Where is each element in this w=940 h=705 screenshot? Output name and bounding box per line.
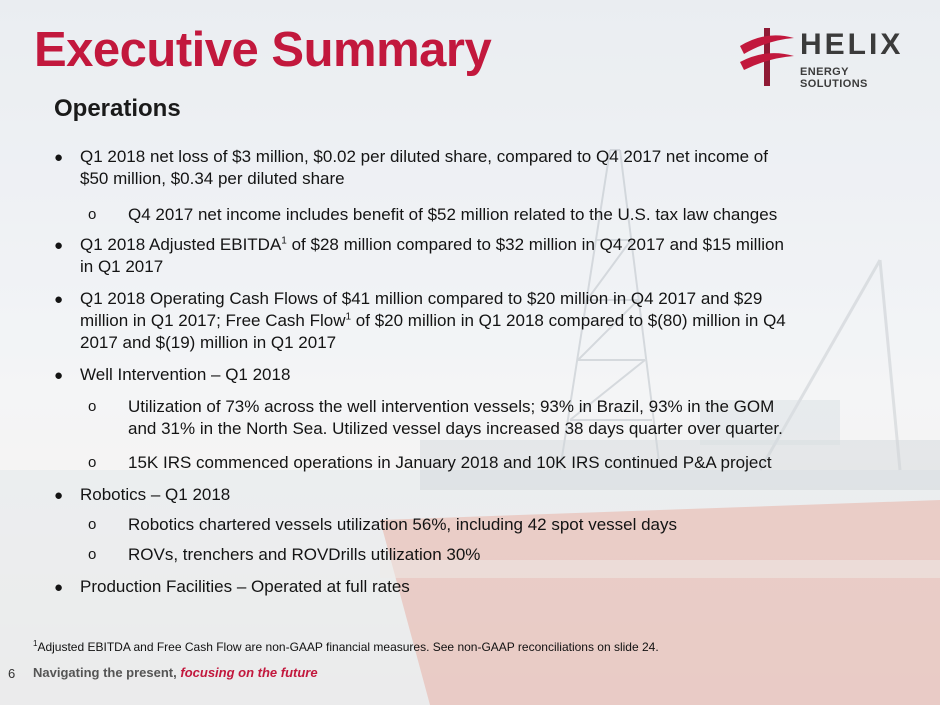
bullet-line: Q4 2017 net income includes benefit of $52 million related to the U.S. tax law changes <box>128 205 778 224</box>
bullet-item <box>54 364 290 386</box>
bullet-item <box>54 484 230 506</box>
bullet-line: Utilization of 73% across the well intervention vessels; 93% in Brazil, 93% in the GOM <box>128 397 775 416</box>
sub-bullet-marker: o <box>88 398 97 415</box>
footnote-ref: 1 <box>345 311 352 323</box>
helix-logo <box>736 24 918 88</box>
bullet-item <box>54 234 784 278</box>
bullet-line: Robotics chartered vessels utilization 56%, including 42 spot vessel days <box>128 515 678 534</box>
bullet-marker: ● <box>54 579 64 596</box>
bullet-line: Q1 2018 Operating Cash Flows of $41 million compared to $20 million in Q4 2017 and $29 <box>80 289 763 308</box>
bullet-line: Q1 2018 net loss of $3 million, $0.02 per diluted share, compared to Q4 2017 net income of <box>80 147 768 166</box>
bullet-line: $50 million, $0.34 per diluted share <box>80 169 345 188</box>
bullet-line: ROVs, trenchers and ROVDrills utilization 30% <box>128 545 481 564</box>
footnote-text: Adjusted EBITDA and Free Cash Flow are non-GAAP financial measures. See non-GAAP reconciliations on slide 24. <box>37 640 659 654</box>
sub-bullet-item <box>88 514 677 536</box>
bullet-item <box>54 576 410 598</box>
bullet-line: million in Q1 2017; Free Cash Flow <box>80 311 346 330</box>
sub-bullet-item <box>88 452 772 474</box>
footnote-ref: 1 <box>281 235 287 247</box>
sub-bullet-marker: o <box>88 546 97 563</box>
sub-bullet-item <box>88 396 783 440</box>
bullet-item <box>54 146 768 190</box>
bullet-marker: ● <box>54 237 64 254</box>
logo-subtitle: ENERGY SOLUTIONS <box>800 66 868 90</box>
logo-name: HELIX <box>800 28 904 61</box>
bullet-line: of $20 million in Q1 2018 compared to $(80) million in Q4 <box>351 311 786 330</box>
bullet-marker: ● <box>54 367 64 384</box>
bullet-line: Robotics – Q1 2018 <box>80 485 231 504</box>
bullet-line: and 31% in the North Sea. Utilized vessel days increased 38 days quarter over quarter. <box>128 419 783 438</box>
section-heading: Operations <box>54 95 181 122</box>
sub-bullet-marker: o <box>88 206 97 223</box>
sub-bullet-marker: o <box>88 454 97 471</box>
bullet-line: of $28 million compared to $32 million in Q4 2017 and $15 million <box>286 235 784 254</box>
bullet-line: Well Intervention – Q1 2018 <box>80 365 291 384</box>
sub-bullet-item <box>88 544 480 566</box>
bullet-item <box>54 288 786 354</box>
bullet-line: Production Facilities – Operated at full rates <box>80 577 410 596</box>
footnote-marker: 1 <box>33 639 38 648</box>
helix-logo-mark-icon <box>736 24 796 88</box>
tagline-plain: Navigating the present, <box>33 665 181 680</box>
bullet-marker: ● <box>54 487 64 504</box>
sub-bullet-marker: o <box>88 516 97 533</box>
page-number: 6 <box>8 666 16 681</box>
bullet-line: 15K IRS commenced operations in January 2018 and 10K IRS continued P&A project <box>128 453 772 472</box>
bullet-line: 2017 and $(19) million in Q1 2017 <box>80 333 337 352</box>
slide-title: Executive Summary <box>34 23 492 77</box>
footnote <box>33 640 659 654</box>
footer-tagline <box>33 665 318 680</box>
bullet-line: in Q1 2017 <box>80 257 164 276</box>
tagline-emphasis: focusing on the future <box>180 665 318 680</box>
sub-bullet-item <box>88 204 777 226</box>
bullet-marker: ● <box>54 149 64 166</box>
bullet-line: Q1 2018 Adjusted EBITDA <box>80 235 282 254</box>
bullet-marker: ● <box>54 291 64 308</box>
